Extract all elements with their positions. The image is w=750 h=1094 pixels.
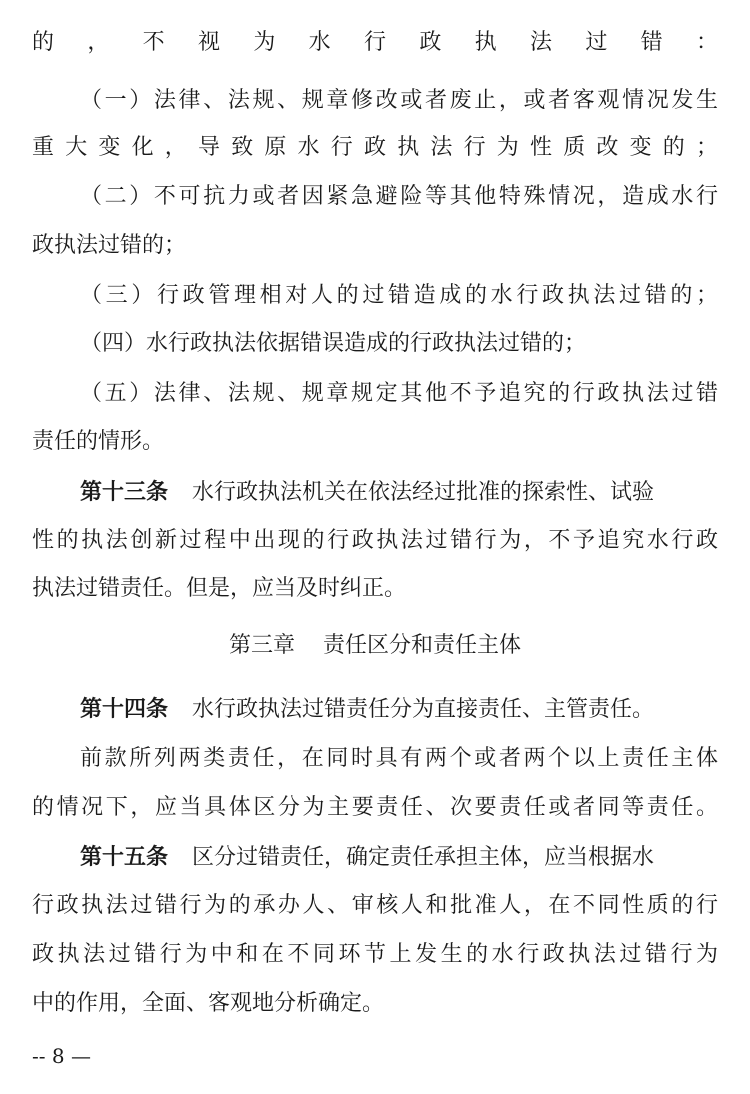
article-13-title: 第十三条 <box>80 480 169 505</box>
article-14-line <box>80 695 718 725</box>
text-line: 性的执法创新过程中出现的行政执法过错行为，不予追究水行政 <box>32 528 718 553</box>
text-span: 水行政执法过错责任分为直接责任、主管责任。 <box>192 697 655 722</box>
text-line: 的，不视为水行政执法过错： <box>32 30 718 55</box>
text-line: 前款所列两类责任，在同时具有两个或者两个以上责任主体 <box>80 746 718 771</box>
text-line: （四）水行政执法依据错误造成的行政执法过错的； <box>80 331 587 356</box>
text-line: 政执法过错行为中和在不同环节上发生的水行政执法过错行为 <box>32 942 718 967</box>
text-line: 的情况下，应当具体区分为主要责任、次要责任或者同等责任。 <box>32 795 718 820</box>
text-line: 中的作用，全面、客观地分析确定。 <box>32 991 385 1016</box>
article-14-title: 第十四条 <box>80 697 169 722</box>
page-number: -- 8 — <box>32 1044 91 1068</box>
text-line: （二）不可抗力或者因紧急避险等其他特殊情况，造成水行 <box>80 184 718 209</box>
text-line: 行政执法过错行为的承办人、审核人和批准人，在不同性质的行 <box>32 893 718 918</box>
text-line: （三）行政管理相对人的过错造成的水行政执法过错的； <box>80 283 718 308</box>
article-15-title: 第十五条 <box>80 845 169 870</box>
article-15-line <box>80 843 718 873</box>
text-line: （一）法律、法规、规章修改或者废止，或者客观情况发生 <box>80 88 718 113</box>
text-span: 水行政执法机关在依法经过批准的探索性、试验 <box>192 480 655 505</box>
text-line: （五）法律、法规、规章规定其他不予追究的行政执法过错 <box>80 381 718 406</box>
text-line: 责任的情形。 <box>32 429 165 454</box>
text-line: 执法过错责任。但是，应当及时纠正。 <box>32 576 407 601</box>
text-span: 区分过错责任，确定责任承担主体，应当根据水 <box>192 845 655 870</box>
text-line: 重大变化，导致原水行政执法行为性质改变的； <box>32 135 718 160</box>
text-line: 政执法过错的； <box>32 233 187 258</box>
chapter-heading: 第三章 责任区分和责任主体 <box>229 633 521 658</box>
article-13-line <box>80 478 718 508</box>
